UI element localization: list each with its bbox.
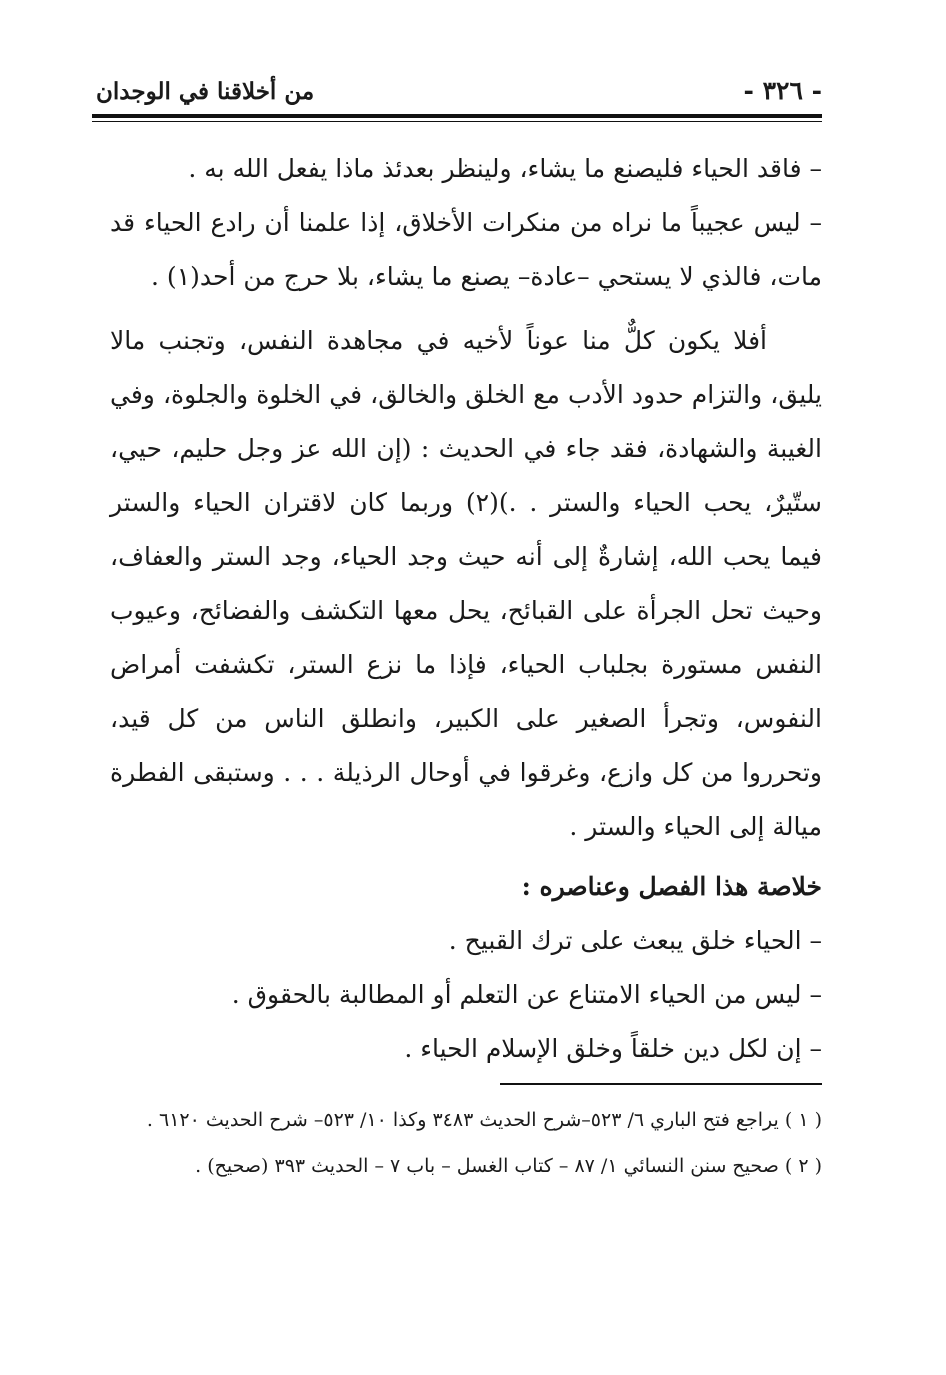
bullet-item: – ليس عجيباً ما نراه من منكرات الأخلاق، إذا علمنا أن رادع الحياء قد مات، فالذي لا يستحي –عادة– يصنع ما يشاء، بلا حرج من أحد(١) . (110, 208, 822, 291)
summary-item: – ليس من الحياء الامتناع عن التعلم أو المطالبة بالحقوق . (231, 980, 822, 1009)
header-rule-thick (92, 114, 822, 118)
footnote: ( ١ ) يراجع فتح الباري ٦/ ٥٢٣–شرح الحديث ٣٤٨٣ وكذا ١٠/ ٥٢٣– شرح الحديث ٦١٢٠ . (146, 1109, 822, 1131)
footnote: ( ٢ ) صحيح سنن النسائي ١/ ٨٧ – كتاب الغسل – باب ٧ – الحديث ٣٩٣ (صحيح) . (195, 1155, 822, 1177)
body-paragraph: أفلا يكون كلٌّ منا عوناً لأخيه في مجاهدة النفس، وتجنب مالا يليق، والتزام حدود الأدب مع الخلق والخالق، في الخلوة والجلوة، وفي الغيبة والشهادة، فقد جاء في الحديث : (إن الله عز وجل حليم، حيي، ستّيرٌ، يحب الحياء والستر . .)(٢) وربما كان لاقتران الحياء والستر فيما يحب الله، إشارةٌ إلى أنه حيث وجد الحياء، وجد الستر والعفاف، وحيث تحل الجرأة على القبائح، يحل معها التكشف والفضائح، وعيوب النفس مستورة بجلباب الحياء، فإذا ما نزع الستر، تكشفت أمراض النفوس، وتجرأ الصغير على الكبير، وانطلق الناس من كل قيد، وتحرروا من كل وازع، وغرقوا في أوحال الرذيلة . . . وستبقى الفطرة ميالة إلى الحياء والستر . (110, 326, 822, 841)
main-text (110, 142, 822, 1076)
summary-heading: خلاصة هذا الفصل وعناصره : (521, 872, 822, 901)
running-title: من أخلاقنا في الوجدان (96, 78, 315, 105)
summary-item: – الحياء خلق يبعث على ترك القبيح . (448, 926, 822, 955)
footnotes (110, 1100, 822, 1192)
header-rule-thin (92, 121, 822, 122)
page-header (92, 60, 822, 116)
bullet-item: – فاقد الحياء فليصنع ما يشاء، ولينظر بعدئذ ماذا يفعل الله به . (188, 154, 822, 183)
page-number: - ٣٢٦ - (743, 76, 822, 105)
footnote-rule (500, 1083, 822, 1085)
summary-item: – إن لكل دين خلقاً وخلق الإسلام الحياء . (404, 1034, 822, 1063)
